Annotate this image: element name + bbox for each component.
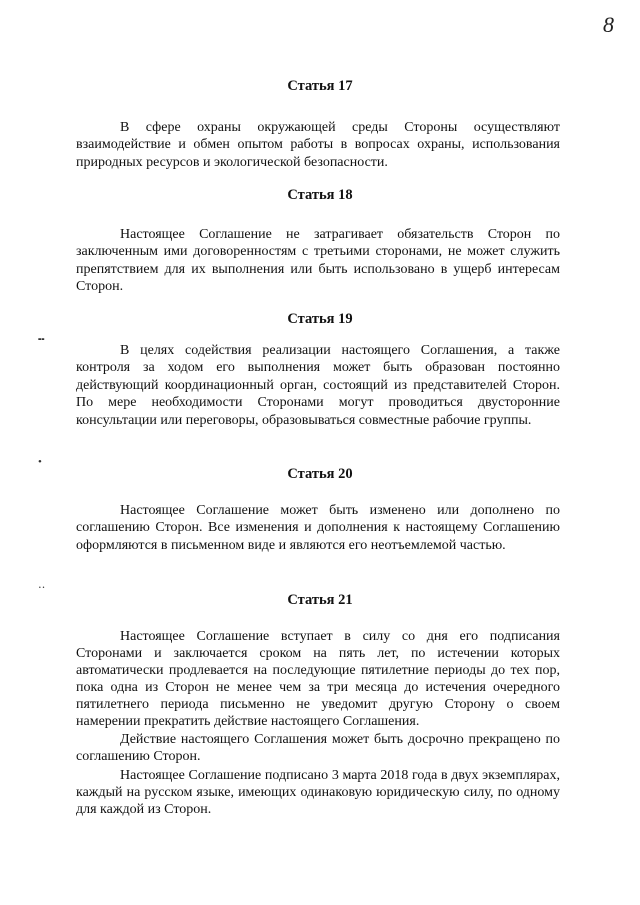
article-21-heading: Статья 21 [287, 592, 353, 608]
article-21-paragraph-1: Настоящее Соглашение вступает в силу со дня его подписания Сторонами и заключается сроком на пять лет, по истечении которых автоматически продлевается на последующие пятилетние периоды до тех пор, пока одна из Сторон не менее чем за три месяца до истечения очередного пятилетнего периода письменно не уведомит другую Сторону о своем намерении прекратить действие настоящего Соглашения. [76, 629, 560, 729]
article-20-paragraph: Настоящее Соглашение может быть изменено или дополнено по соглашению Сторон. Все изменения и дополнения к настоящему Соглашению оформляются в письменном виде и являются его неотъемлемой частью. [76, 503, 560, 553]
article-17-heading: Статья 17 [287, 78, 353, 94]
punch-hole-mark: ‥ [38, 579, 46, 591]
article-18-heading: Статья 18 [287, 187, 353, 203]
article-19-paragraph: В целях содействия реализации настоящего Соглашения, а также контроля за ходом его выполнения может быть образован постоянно действующий координационный орган, состоящий из представителей Сторон. По мере необходимости Сторонами могут проводиться двусторонние консультации или переговоры, образовываться совместные рабочие группы. [76, 343, 560, 428]
article-17-paragraph: В сфере охраны окружающей среды Стороны осуществляют взаимодействие и обмен опытом работы в вопросах охраны, использования природных ресурсов и экологической безопасности. [76, 120, 560, 170]
page-number-mark: 8 [603, 12, 614, 37]
article-21-paragraph-2: Действие настоящего Соглашения может быть досрочно прекращено по соглашению Сторон. [76, 732, 560, 764]
punch-hole-mark: • [38, 456, 42, 468]
article-20-heading: Статья 20 [287, 466, 353, 482]
article-21-paragraph-3: Настоящее Соглашение подписано 3 марта 2018 года в двух экземплярах, каждый на русском языке, имеющих одинаковую юридическую силу, по одному для каждой из Сторон. [76, 768, 560, 817]
article-18-paragraph: Настоящее Соглашение не затрагивает обязательств Сторон по заключенным ими договоренностям с третьими сторонами, не может служить препятствием для их выполнения или быть использовано в ущерб интересам Сторон. [76, 227, 560, 295]
article-19-heading: Статья 19 [287, 311, 353, 327]
punch-hole-mark: ╍ [38, 334, 45, 346]
